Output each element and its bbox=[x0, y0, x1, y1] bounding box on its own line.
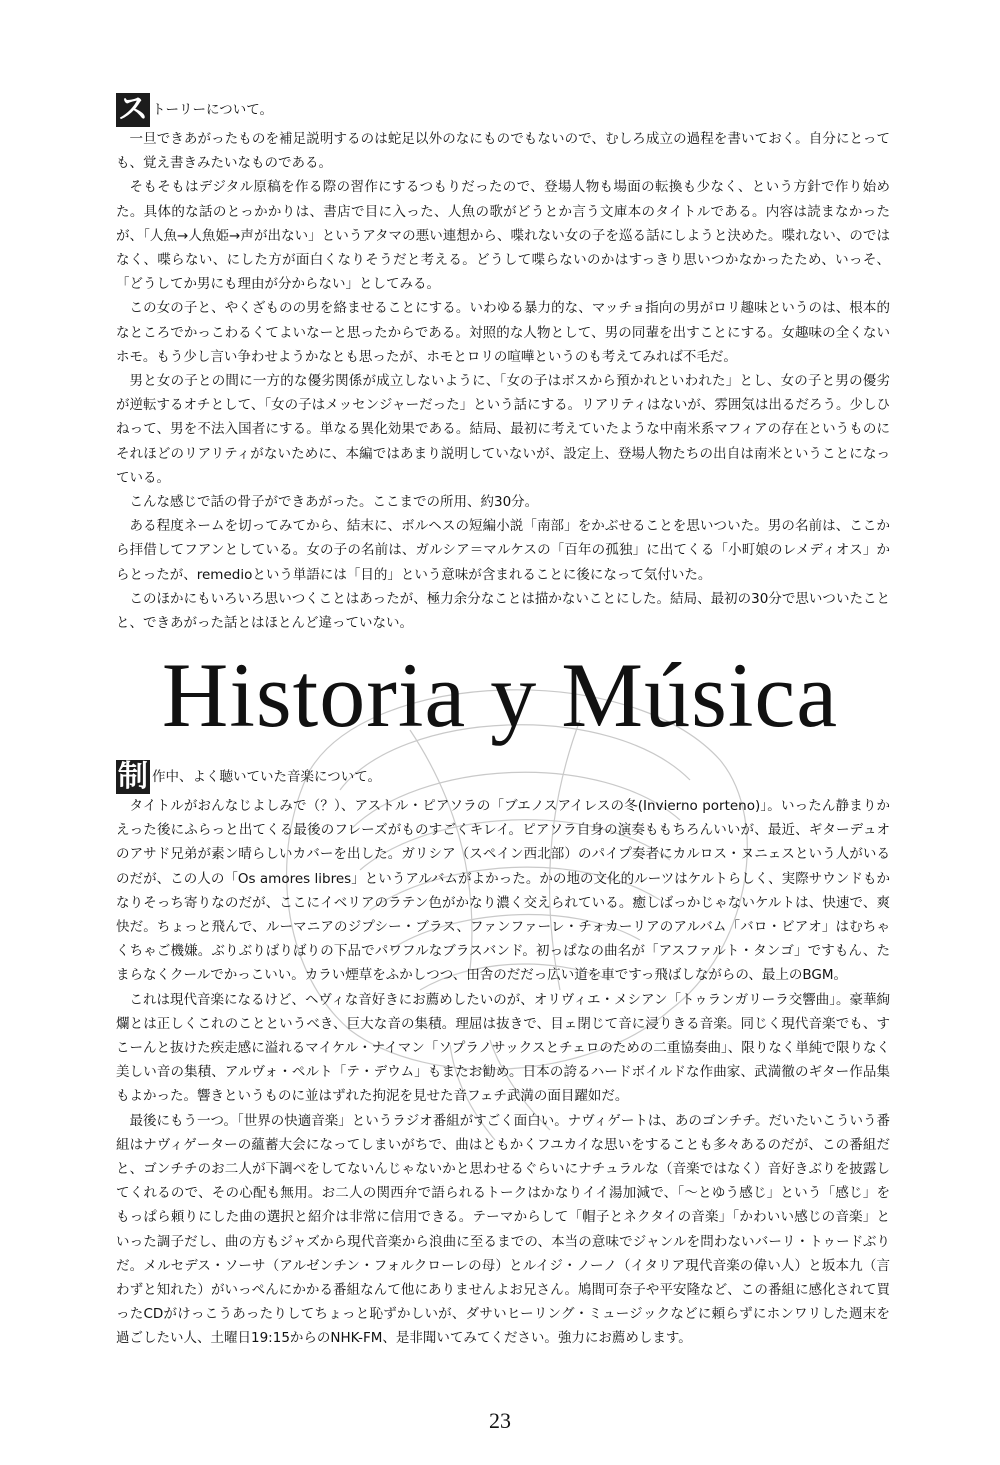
story-paragraph-2: そもそもはデジタル原稿を作る際の習作にするつもりだったので、登場人物も場面の転換も少なく、という方針で作り始めた。具体的な話のとっかかりは、書店で目に入った、人魚の歌がどうとか言う文庫本のタイトルである。内容は読まなかったが、「人魚→人魚姫→声が出ない」というアタマの悪い連想から、喋れない女の子を巡る話にしようと決めた。喋れない、のではなく、喋らない、にした方が面白くなりそうだと考える。どうして喋らないのかはすっきり思いつかなかったため、いっそ、「どうしてか男にも理由が分からない」としてみる。 bbox=[116, 179, 890, 293]
story-paragraph-3: この女の子と、やくざものの男を絡ませることにする。いわゆる暴力的な、マッチョ指向の男がロリ趣味というのは、根本的なところでかっこわるくてよいなーと思ったからである。対照的な人物として、男の同輩を出すことにする。女趣味の全くないホモ。もう少し言い争わせようかなとも思ったが、ホモとロリの喧嘩というのも考えてみれば不毛だ。 bbox=[116, 300, 890, 365]
story-heading bbox=[116, 93, 890, 127]
story-paragraph-4: 男と女の子との間に一方的な優劣関係が成立しないように、「女の子はボスから預かれといわれた」とし、女の子と男の優劣が逆転するオチとして、「女の子はメッセンジャーだった」という話にする。リアリティはないが、雰囲気は出るだろう。少しひねって、男を不法入国者にする。単なる異化効果である。結局、最初に考えていたような中南米系マフィアの存在というものにそれほどのリアリティがないために、本編ではあまり説明していないが、設定上、登場人物たちの出自は南米ということになっている。 bbox=[116, 373, 890, 486]
page-number: 23 bbox=[489, 1408, 511, 1433]
music-paragraph-1: タイトルがおんなじよしみで（？）、アストル・ピアソラの「ブエノスアイレスの冬(Invierno porteno)」。いったん静まりかえった後にふらっと出てくる最後のフレーズがものすごくキレイ。ピアソラ自身の演奏ももちろんいいが、最近、ギターデュオのアサド兄弟が素ン晴らしいカバーを出した。ガリシア（スペイン西北部）のパイプ奏者にカルロス・ヌニェスという人がいるのだが、この人の「Os amores libres」というアルバムがよかった。かの地の文化的ルーツはケルトらしく、実際サウンドもかなりそっち寄りなのだが、ここにイベリアのラテン色がかなり濃く交えられている。癒しばっかじゃないケルトは、快速で、爽快だ。ちょっと飛んで、ルーマニアのジプシー・ブラス、ファンファーレ・チォカーリアのアルバム「バロ・ビアオ」はむちゃくちゃご機嫌。ぶりぶりばりばりの下品でパワフルなブラスバンド。初っぱなの曲名が「アスファルト・タンゴ」ですもん、たまらなくクールでかっこいい。カラい煙草をふかしつつ、田舎のだだっ広い道を車ですっ飛ばしながらの、最上のBGM。 bbox=[116, 798, 890, 984]
music-paragraph-2: これは現代音楽になるけど、ヘヴィな音好きにお薦めしたいのが、オリヴィエ・メシアン「トゥランガリーラ交響曲」。豪華絢爛とは正しくこれのことというべき、巨大な音の集積。理屈は抜きで、目ェ閉じて音に浸りきる音楽。同じく現代音楽でも、すこーんと抜けた疾走感に溢れるマイケル・ナイマン「ソプラノサックスとチェロのための二重協奏曲」、限りなく単純で限りなく美しい音の集積、アルヴォ・ペルト「テ・デウム」もまたお勧め。日本の誇るハードボイルドな作曲家、武満徹のギター作品集もよかった。響きというものに並はずれた拘泥を見せた音フェチ武満の面目躍如だ。 bbox=[116, 991, 890, 1105]
story-heading-text: トーリーについて。 bbox=[152, 102, 273, 118]
story-paragraph-6: ある程度ネームを切ってみてから、結末に、ボルヘスの短編小説「南部」をかぶせることを思いついた。男の名前は、ここから拝借してフアンとしている。女の子の名前は、ガルシア＝マルケスの「百年の孤独」に出てくる「小町娘のレメディオス」からとったが、remedioという単語には「目的」という意味が含まれることに後になって気付いた。 bbox=[116, 518, 890, 583]
story-paragraph-7: このほかにもいろいろ思いつくことはあったが、極力余分なことは描かないことにした。結局、最初の30分で思いついたことと、できあがった話とはほとんど違っていない。 bbox=[116, 590, 890, 632]
story-dropcap: ス bbox=[118, 92, 148, 127]
music-dropcap: 制 bbox=[118, 759, 148, 794]
music-heading bbox=[116, 760, 890, 794]
music-section bbox=[116, 760, 890, 1351]
music-paragraph-3: 最後にもう一つ。「世界の快適音楽」というラジオ番組がすごく面白い。ナヴィゲートは、あのゴンチチ。だいたいこういう番組はナヴィゲーターの蘊蓄大会になってしまいがちで、曲はともかくフユカイな思いをすることも多々あるのだが、この番組だと、ゴンチチのお二人が下調べをしてないんじゃないかと思わせるぐらいにナチュラルな（音楽ではなく）音好きぶりを披露してくれるので、その心配も無用。お二人の関西弁で語られるトークはかなりイイ湯加減で、「～とゆう感じ」という「感じ」をもっぱら頼りにした曲の選択と紹介は非常に信用できる。テーマからして「帽子とネクタイの音楽」「かわいい感じの音楽」といった調子だし、曲の方もジャズから現代音楽から浪曲に至るまでの、本当の意味でジャンルを問わないバーリ・トゥードぶりだ。メルセデス・ソーサ（アルゼンチン・フォルクローレの母）とルイジ・ノーノ（イタリア現代音楽の偉い人）と坂本九（言わずと知れた）がいっぺんにかかる番組なんて他にありませんよお兄さん。鳩間可奈子や平安隆など、この番組に感化されて買ったCDがけっこうあったりしてちょっと恥ずかしいが、ダサいヒーリング・ミュージックなどに頼らずにホンワリした週末を過ごしたい人、土曜日19:15からのNHK-FM、是非聞いてみてください。強力にお薦めします。 bbox=[116, 1112, 890, 1347]
story-paragraph-5: こんな感じで話の骨子ができあがった。ここまでの所用、約30分。 bbox=[129, 494, 539, 511]
story-section bbox=[116, 93, 890, 635]
page-title: Historia y Música bbox=[161, 644, 839, 746]
story-paragraph-1: 一旦できあがったものを補足説明するのは蛇足以外のなにものでもないので、むしろ成立の過程を書いておく。自分にとっても、覚え書きみたいなものである。 bbox=[116, 131, 890, 172]
music-heading-text: 作中、よく聴いていた音楽について。 bbox=[152, 769, 381, 785]
